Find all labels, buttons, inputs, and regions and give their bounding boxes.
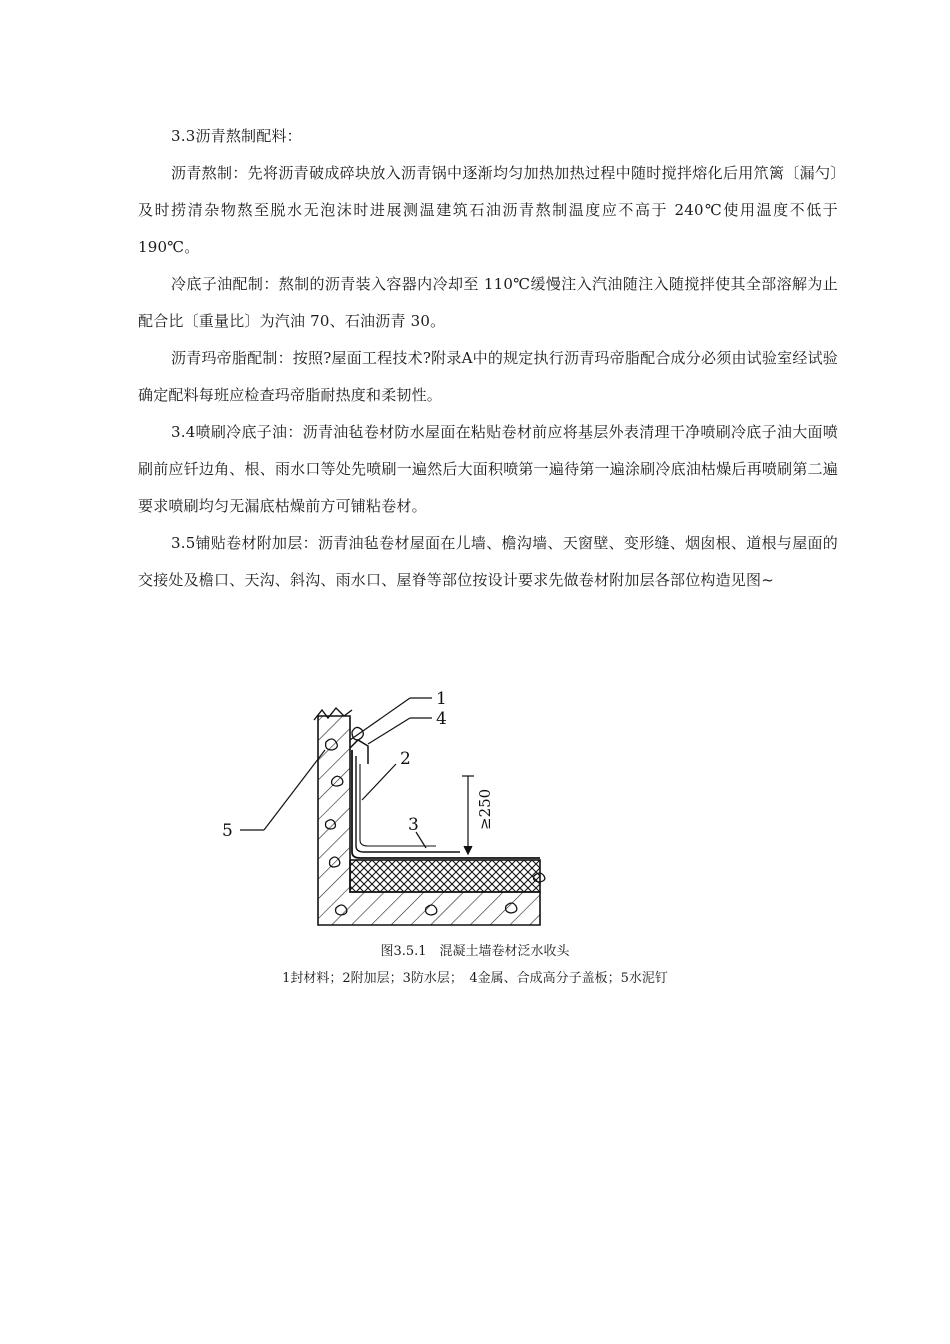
figure-legend: 1封材料；2附加层；3防水层； 4金属、合成高分子盖板；5水泥钉 [282, 971, 668, 986]
paragraph-asphalt-boiling: 沥青熬制：先将沥青破成碎块放入沥青锅中逐渐均匀加热加热过程中随时搅拌熔化后用笊篱〔漏勺〕及时捞清杂物熬至脱水无泡沫时进展测温建筑石油沥青熬制温度应不高于 240℃使用温度不低于 190℃。 [138, 164, 838, 256]
dimension-label: ≥250 [476, 788, 494, 830]
paragraph-3-4-spraying: 3.4喷刷冷底子油：沥青油毡卷材防水屋面在粘贴卷材前应将基层外表清理干净喷刷冷底子油大面喷刷前应钎边角、根、雨水口等处先喷刷一遍然后大面积喷第一遍待第一遍涂刷冷底油枯燥后再喷刷第二遍要求喷刷均匀无漏底枯燥前方可铺粘卷材。 [138, 423, 838, 515]
body-text [138, 118, 838, 599]
section-heading-3-3: 3.3沥青熬制配料： [171, 127, 302, 145]
paragraph-mastic: 沥青玛帝脂配制：按照?屋面工程技术?附录A中的规定执行沥青玛帝脂配合成分必须由试验室经试验确定配料每班应检查玛帝脂耐热度和柔韧性。 [138, 349, 838, 404]
label-1: 1 [436, 689, 447, 709]
waterproof-layer [352, 750, 540, 858]
figure-caption: 图3.5.1 混凝土墙卷材泛水收头 [380, 944, 570, 959]
flashing-diagram [200, 680, 620, 942]
label-3: 3 [408, 815, 419, 835]
paragraph-cold-primer: 冷底子油配制：熬制的沥青装入容器内冷却至 110℃缓慢注入汽油随注入随搅拌使其全部溶解为止配合比〔重量比〕为汽油 70、石油沥青 30。 [138, 275, 838, 330]
label-5: 5 [222, 821, 233, 841]
flashing-diagram-svg [200, 680, 620, 942]
label-4: 4 [436, 709, 447, 729]
insulation-layer [350, 860, 540, 892]
label-2: 2 [400, 749, 411, 769]
additional-layer [356, 756, 460, 852]
paragraph-3-5-additional-layer: 3.5铺贴卷材附加层：沥青油毡卷材屋面在儿墙、檐沟墙、天窗壁、变形缝、烟囱根、道根与屋面的交接处及檐口、天沟、斜沟、雨水口、屋脊等部位按设计要求先做卷材附加层各部位构造见图~ [138, 534, 838, 589]
